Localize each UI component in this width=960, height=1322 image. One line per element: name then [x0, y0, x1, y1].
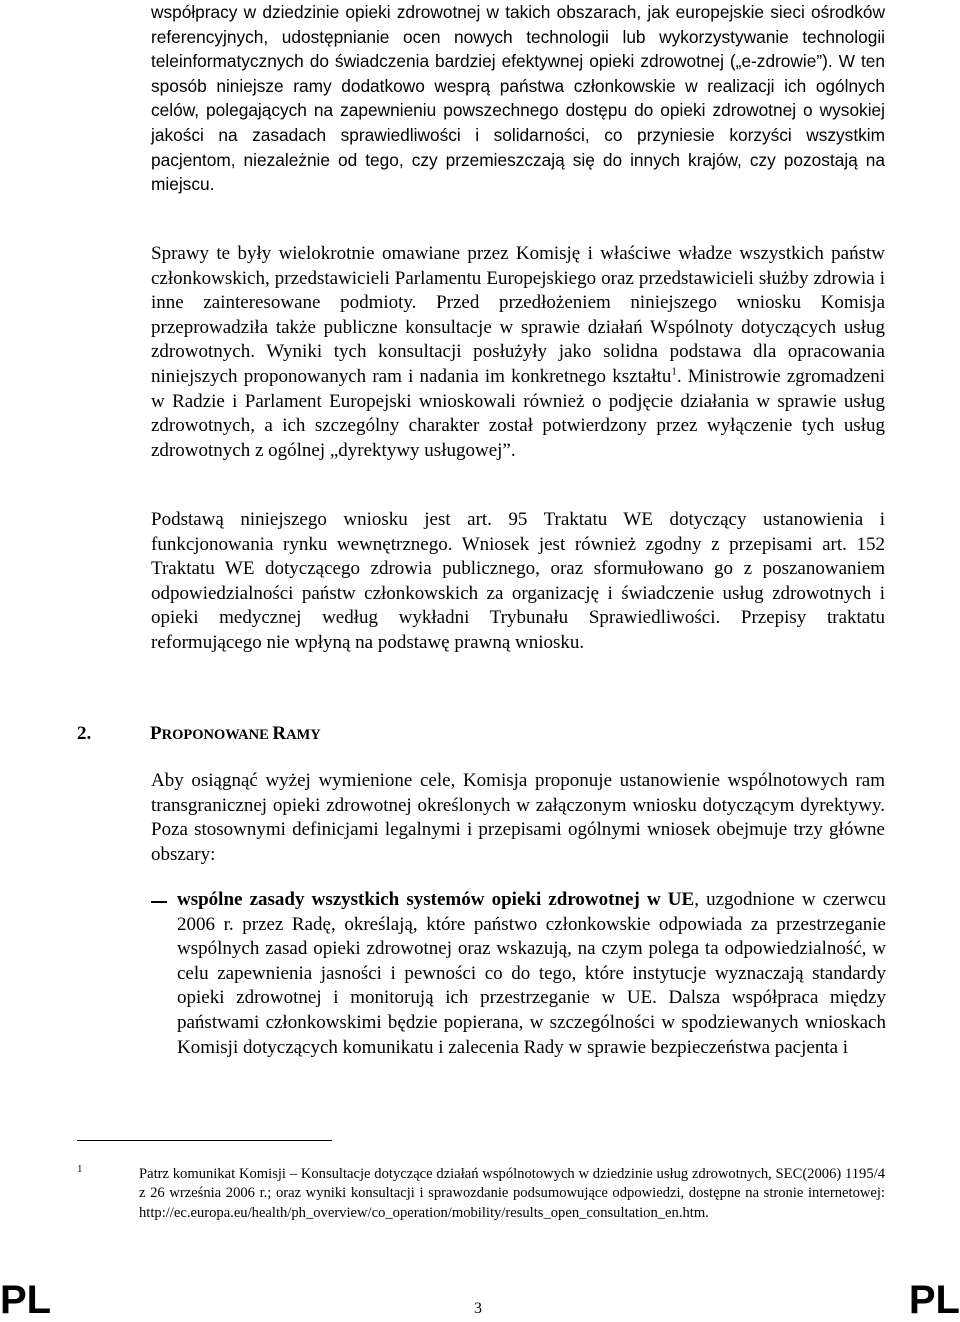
list-item-text	[177, 888, 886, 1060]
footnote-separator	[77, 1140, 332, 1141]
dash-bullet-icon	[151, 901, 167, 903]
paragraph-consultations	[151, 242, 885, 463]
page-number: 3	[474, 1300, 482, 1317]
footer-language-left: PL	[0, 1278, 52, 1322]
list-item-bold-lead: wspólne zasady wszystkich systemów opieki zdrowotnej w UE	[177, 889, 695, 910]
paragraph-cooperation: współpracy w dziedzinie opieki zdrowotnej w takich obszarach, jak europejskie sieci ośrodków referencyjnych, udostępnianie ocen nowych technologii lub wykorzystywanie technologii teleinformatycznych do świadczenia bardziej efektywnej opieki zdrowotnej („e-zdrowie”). W ten sposób niniejsze ramy dodatkowo wesprą państwa członkowskie w realizacji ich ogólnych celów, polegających na zapewnieniu powszechnego dostępu do opieki zdrowotnej o wysokiej jakości na zasadach sprawiedliwości i solidarności, co przyniesie korzyści wszystkim pacjentom, niezależnie od tego, czy przemieszczają się do innych krajów, czy pozostają na miejscu.	[151, 2, 885, 195]
section-title	[150, 722, 321, 747]
footer-language-right: PL	[908, 1278, 960, 1322]
section-title-cap-2: R	[272, 723, 287, 744]
section-number: 2.	[77, 723, 92, 744]
paragraph-proposal: Aby osiągnąć wyżej wymienione cele, Komisja proponuje ustanowienie wspólnotowych ram transgranicznej opieki zdrowotnej określonych w załączonym wniosku dotyczącym dyrektywy. Poza stosownymi definicjami legalnymi i przepisami ogólnymi wniosek obejmuje trzy główne obszary:	[151, 770, 885, 865]
paragraph-consultations-text-2: . Ministrowie zgromadzeni w Radzie i Parlament Europejski wnioskowali również o podjęcie działania w sprawie usług zdrowotnych, a ich szczególny charakter został potwierdzony przez wyłączenie tych usług zdrowotnych z ogólnej „dyrektywy usługowej”.	[151, 365, 885, 461]
section-title-cap-1: P	[150, 723, 162, 744]
section-title-small-1: ROPONOWANE	[161, 727, 273, 743]
footnote-reference[interactable]: 1	[671, 365, 677, 378]
paragraph-legal-basis: Podstawą niniejszego wniosku jest art. 95 Traktatu WE dotyczący ustanowienia i funkcjonowania rynku wewnętrznego. Wniosek jest również zgodny z przepisami art. 152 Traktatu WE dotyczącego zdrowia publicznego, oraz sformułowano go z poszanowaniem odpowiedzialności państw członkowskich za organizację i świadczenie usług zdrowotnych i opieki medycznej według wykładni Trybunału Sprawiedliwości. Przepisy traktatu reformującego nie wpłyną na podstawę prawną wniosku.	[151, 509, 885, 653]
footnote-text: Patrz komunikat Komisji – Konsultacje dotyczące działań wspólnotowych w dziedzinie usług zdrowotnych, SEC(2006) 1195/4 z 26 września 2006 r.; oraz wyniki konsultacji i sprawozdanie podsumowujące odpowiedzi, dostępne na stronie internetowej: http://ec.europa.eu/health/ph_overview/co_operation/mobility/results_open_consultation_en.htm.	[139, 1166, 885, 1221]
section-title-small-2: AMY	[286, 727, 321, 743]
list-item-rest: , uzgodnione w czerwcu 2006 r. przez Radę, określają, które państwo członkowskie odpowiada za przestrzeganie wspólnych zasad opieki zdrowotnej oraz wskazują, na czym polega ta odpowiedzialność, w celu zapewnienia jasności i pewności co do tego, które instytucje wyznaczają standardy opieki zdrowotnej i monitorują ich przestrzeganie w UE. Dalsza współpraca między państwami członkowskimi będzie popierana, w szczególności w spodziewanych wnioskach Komisji dotyczących komunikatu i zalecenia Rady w sprawie bezpieczeństwa pacjenta i	[177, 889, 886, 1058]
paragraph-consultations-text-1: Sprawy te były wielokrotnie omawiane przez Komisję i właściwe władze wszystkich państw członkowskich, przedstawicieli Parlamentu Europejskiego oraz przedstawicieli służby zdrowia i inne zainteresowane podmioty. Przed przedłożeniem niniejszego wniosku Komisja przeprowadziła także publiczne konsultacje w sprawie działań Wspólnoty dotyczących usług zdrowotnych. Wyniki tych konsultacji posłużyły jako solidna podstawa dla opracowania niniejszych proponowanych ram i nadania im konkretnego kształtu	[151, 243, 885, 387]
footnote-number: 1	[77, 1163, 83, 1175]
